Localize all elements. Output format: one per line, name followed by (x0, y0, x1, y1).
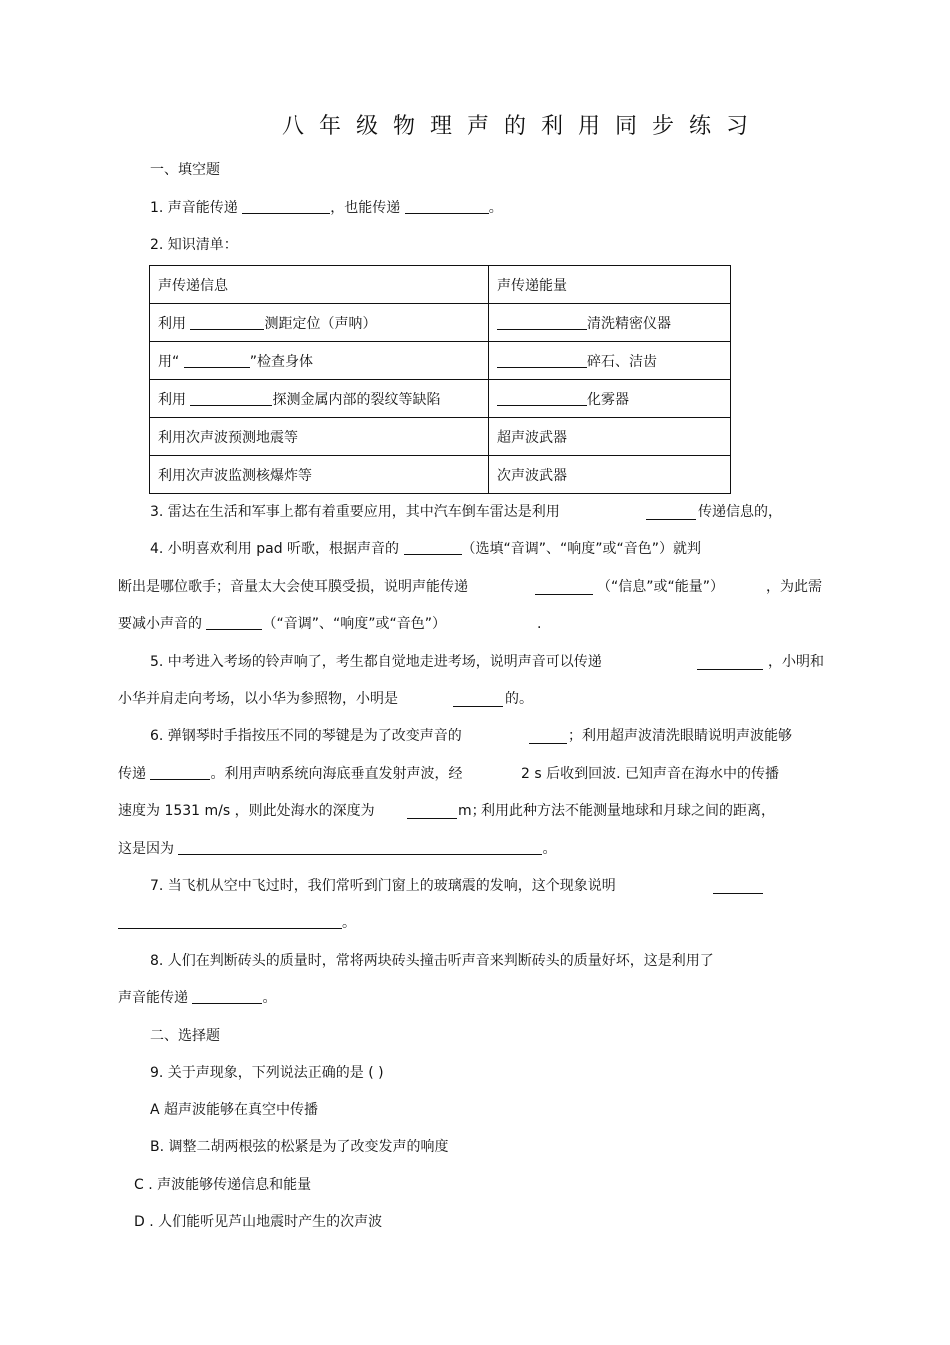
question-4-line2-end: ，为此需 (766, 579, 822, 595)
answer-blank[interactable] (497, 390, 587, 406)
cell-text: 化雾器 (587, 391, 629, 408)
question-9-stem: 9. 关于声现象，下列说法正确的是 ( ) (150, 1065, 384, 1081)
q4-text: 4. 小明喜欢利用 pad 听歌，根据声音的 (150, 541, 404, 557)
cell-text: 探测金属内部的裂纹等缺陷 (272, 391, 441, 408)
q6-text: 。 (542, 841, 557, 857)
table-cell (489, 304, 731, 342)
q6-text: 传递 (118, 766, 151, 782)
question-1 (150, 198, 503, 218)
option-c[interactable]: C . 声波能够传递信息和能量 (134, 1177, 312, 1193)
answer-blank[interactable] (405, 198, 489, 214)
cell-text: 用“ (158, 353, 184, 370)
q8-text: 。 (262, 990, 277, 1006)
question-6-line4 (118, 839, 556, 859)
q4-text: （选填“音调”、“响度”或“音色”）就判 (461, 541, 702, 557)
option-d[interactable]: D . 人们能听见芦山地震时产生的次声波 (134, 1214, 383, 1230)
question-4-line2-hint: （“信息”或“能量”） (597, 579, 725, 595)
question-3-text: 3. 雷达在生活和军事上都有着重要应用，其中汽车倒车雷达是利用 (150, 504, 560, 520)
knowledge-table (149, 265, 731, 494)
question-5-line2-text: 小华并肩走向考场，以小华为参照物，小明是 (118, 691, 398, 707)
question-7-line1-text: 7. 当飞机从空中飞过时，我们常听到门窗上的玻璃震的发响，这个现象说明 (150, 878, 616, 894)
cell-text: 清洗精密仪器 (587, 315, 671, 332)
question-6-line2-b: 2 s 后收到回波. 已知声音在海水中的传播 (521, 766, 780, 782)
answer-blank[interactable] (535, 579, 593, 595)
q6-text: 这是因为 (118, 841, 179, 857)
question-4-line3 (118, 614, 446, 634)
answer-blank[interactable] (206, 614, 262, 630)
question-2: 2. 知识清单： (150, 237, 238, 253)
answer-blank[interactable] (190, 314, 264, 330)
q4-text: （“音调”、“响度”或“音色”） (262, 616, 446, 632)
q8-text: 声音能传递 (118, 990, 193, 1006)
question-5-line2-end: 的。 (505, 691, 533, 707)
answer-blank[interactable] (118, 913, 342, 929)
option-b[interactable]: B. 调整二胡两根弦的松紧是为了改变发声的响度 (150, 1139, 449, 1155)
page-title: 八年级物理声的利用同步练习 (282, 114, 764, 139)
table-cell: 利用次声波预测地震等 (150, 418, 489, 456)
question-6-line1-text: 6. 弹钢琴时手指按压不同的琴键是为了改变声音的 (150, 728, 462, 744)
answer-blank[interactable] (407, 803, 457, 819)
cell-text: 利用 (158, 315, 191, 332)
q1-text-b: ，也能传递 (330, 200, 405, 216)
question-6-line3-text: 速度为 1531 m/s ，则此处海水的深度为 (118, 803, 375, 819)
section-fill-blank-heading: 一、填空题 (150, 162, 220, 178)
q4-text: 要减小声音的 (118, 616, 207, 632)
table-header-energy: 声传递能量 (489, 266, 731, 304)
q1-text-c: 。 (488, 200, 503, 216)
table-row (150, 380, 731, 418)
table-header-info: 声传递信息 (150, 266, 489, 304)
cell-text: 测距定位（声呐） (264, 315, 377, 332)
option-a[interactable]: A 超声波能够在真空中传播 (150, 1102, 319, 1118)
table-cell: 次声波武器 (489, 456, 731, 494)
question-5-line1-text: 5. 中考进入考场的铃声响了，考生都自觉地走进考场，说明声音可以传递 (150, 654, 602, 670)
answer-blank[interactable] (646, 504, 696, 520)
q7-text: 。 (342, 915, 356, 931)
cell-text: ”检查身体 (249, 353, 313, 370)
question-6-line2-a (118, 764, 462, 784)
answer-blank[interactable] (497, 314, 587, 330)
question-6-line1-end: ；利用超声波清洗眼睛说明声波能够 (568, 728, 792, 744)
answer-blank[interactable] (713, 878, 763, 894)
answer-blank[interactable] (242, 198, 330, 214)
question-8-line2 (118, 988, 276, 1008)
table-row (150, 304, 731, 342)
q6-text: 。利用声呐系统向海底垂直发射声波，经 (210, 766, 463, 782)
cell-text: 利用 (158, 391, 191, 408)
question-5-line1-end: ，小明和 (768, 654, 824, 670)
q1-text-a: 1. 声音能传递 (150, 200, 243, 216)
question-4-line1 (150, 539, 701, 559)
table-cell (150, 342, 489, 380)
table-cell: 利用次声波监测核爆炸等 (150, 456, 489, 494)
table-row (150, 266, 731, 304)
cell-text: 碎石、洁齿 (587, 353, 657, 370)
table-cell: 超声波武器 (489, 418, 731, 456)
answer-blank[interactable] (192, 988, 262, 1004)
table-cell (150, 304, 489, 342)
table-cell (150, 380, 489, 418)
answer-blank[interactable] (190, 390, 272, 406)
question-8-line1: 8. 人们在判断砖头的质量时，常将两块砖头撞击听声音来判断砖头的质量好坏，这是利用了 (150, 953, 714, 969)
answer-blank[interactable] (697, 654, 763, 670)
answer-blank[interactable] (497, 352, 587, 368)
answer-blank[interactable] (529, 728, 567, 744)
question-4-line2-text: 断出是哪位歌手；音量太大会使耳膜受损，说明声能传递 (118, 579, 468, 595)
question-6-line3-unit: m； (458, 803, 486, 819)
question-4-line3-end: . (537, 616, 542, 632)
answer-blank[interactable] (150, 764, 210, 780)
answer-blank[interactable] (184, 352, 250, 368)
table-row (150, 418, 731, 456)
answer-blank[interactable] (404, 539, 462, 555)
table-row (150, 342, 731, 380)
question-6-line3-end: 利用此种方法不能测量地球和月球之间的距离， (481, 803, 775, 819)
table-cell (489, 342, 731, 380)
section-choice-heading: 二、选择题 (150, 1028, 220, 1044)
question-7-line2 (118, 913, 356, 933)
answer-blank[interactable] (178, 839, 542, 855)
table-row (150, 456, 731, 494)
table-cell (489, 380, 731, 418)
answer-blank[interactable] (453, 691, 503, 707)
question-3-text-b: 传递信息的， (698, 504, 782, 520)
